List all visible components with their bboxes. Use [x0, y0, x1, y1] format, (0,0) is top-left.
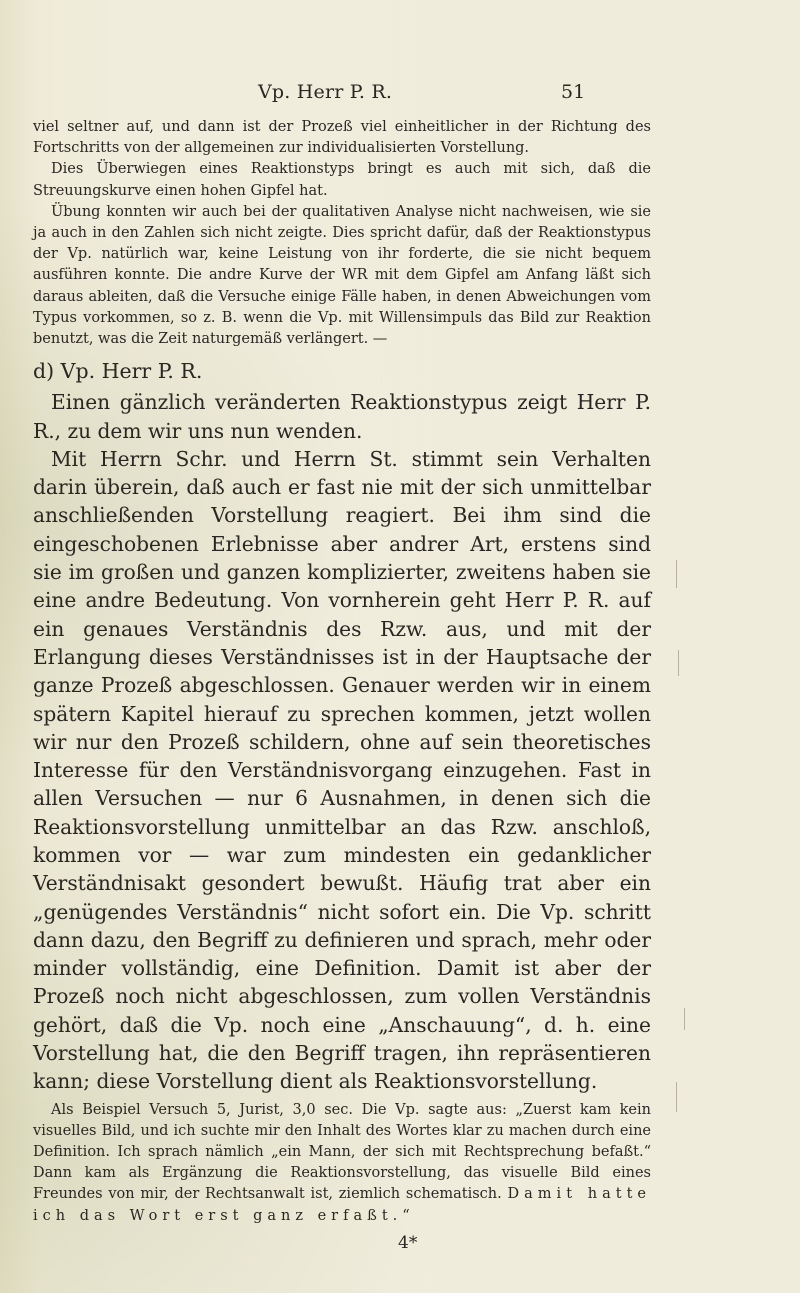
paragraph-2: Dies Überwiegen eines Reaktionstyps bringt es auch mit sich, daß die Streuungskurve einen hohen Gipfel hat.: [33, 161, 651, 199]
paragraph-4: Einen gänzlich veränderten Reaktionstypus zeigt Herr P. R., zu dem wir uns nun wenden.: [33, 390, 651, 443]
section-heading: d) Vp. Herr P. R.: [33, 359, 203, 384]
margin-mark-3: [684, 1008, 685, 1030]
running-head: Vp. Herr P. R.: [258, 81, 393, 103]
paragraph-6-main: Als Beispiel Versuch 5, Jurist, 3,0 sec. Die Vp. sagte aus: „Zuerst kam kein visuelles Bild, und ich suchte mir den Inhalt des Wortes klar zu machen durch eine Definition. Ich sprach nämlich „ein Mann, der sich mit Rechtsprechung befaßt.“ Dann kam als Ergänzung die Reaktionsvorstellung, das visuelle Bild eines Freundes von mir, der Rechtsanwalt ist, ziemlich schematisch.: [33, 1101, 651, 1203]
margin-mark-1: [676, 560, 677, 588]
paragraph-3: Übung konnten wir auch bei der qualitativen Analyse nicht nachweisen, wie sie ja auch in den Zahlen sich nicht zeigte. Dies spricht dafür, daß der Reaktionstypus der Vp. natürlich war, keine Leistung von ihr forderte, die sie nicht bequem ausführen konnte. Die andre Kurve der WR mit dem Gipfel am Anfang läßt sich daraus ableiten, daß die Versuche einige Fälle haben, in denen Abweichungen vom Typus vorkommen, so z. B. wenn die Vp. mit Willensimpuls das Bild zur Reaktion benutzt, was die Zeit naturgemäß verlängert. —: [33, 203, 651, 348]
paragraph-1: viel seltner auf, und dann ist der Prozeß viel einheitlicher in der Richtung des Fortschritts von der allgemeinen zur individualisierten Vorstellung.: [33, 119, 651, 157]
signature-mark: 4*: [398, 1233, 418, 1253]
margin-mark-4: [676, 1082, 677, 1112]
paragraph-5: Mit Herrn Schr. und Herrn St. stimmt sein Verhalten darin überein, daß auch er fast nie mit der sich unmittelbar anschließenden Vorstellung reagiert. Bei ihm sind die eingeschobenen Erlebnisse aber andrer Art, erstens sind sie im großen und ganzen komplizierter, zweitens haben sie eine andre Bedeutung. Von vornherein geht Herr P. R. auf ein genaues Verständnis des Rzw. aus, und mit der Erlangung dieses Verständnisses ist in der Hauptsache der ganze Prozeß abgeschlossen. Genauer werden wir in einem spätern Kapitel hierauf zu sprechen kommen, jetzt wollen wir nur den Prozeß schildern, ohne auf sein theoretisches Interesse für den Verständnisvorgang einzugehen. Fast in allen Versuchen — nur 6 Ausnahmen, in denen sich die Reaktionsvorstellung unmittelbar an das Rzw. anschloß, kommen vor — war zum mindesten ein gedanklicher Verständnisakt gesondert bewußt. Häufig trat aber ein „genügendes Verständnis“ nicht sofort ein. Die Vp. schritt dann dazu, den Begriff zu definieren und sprach, mehr oder minder vollständig, eine Definition. Damit ist aber der Prozeß noch nicht abgeschlossen, zum vollen Verständnis gehört, daß die Vp. noch eine „Anschauung“, d. h. eine Vorstellung hat, die den Begriff tragen, ihn repräsentieren kann; diese Vorstellung dient als Reaktionsvorstellung.: [33, 446, 651, 1094]
margin-mark-2: [678, 650, 679, 676]
page-body: [33, 117, 651, 1227]
paragraph-6-spaced: Damit hatte ich das Wort erst ganz erfaßt.“: [33, 1186, 652, 1224]
page-header: [0, 81, 800, 105]
page-number: 51: [561, 81, 586, 103]
paragraph-6: [33, 1100, 651, 1227]
